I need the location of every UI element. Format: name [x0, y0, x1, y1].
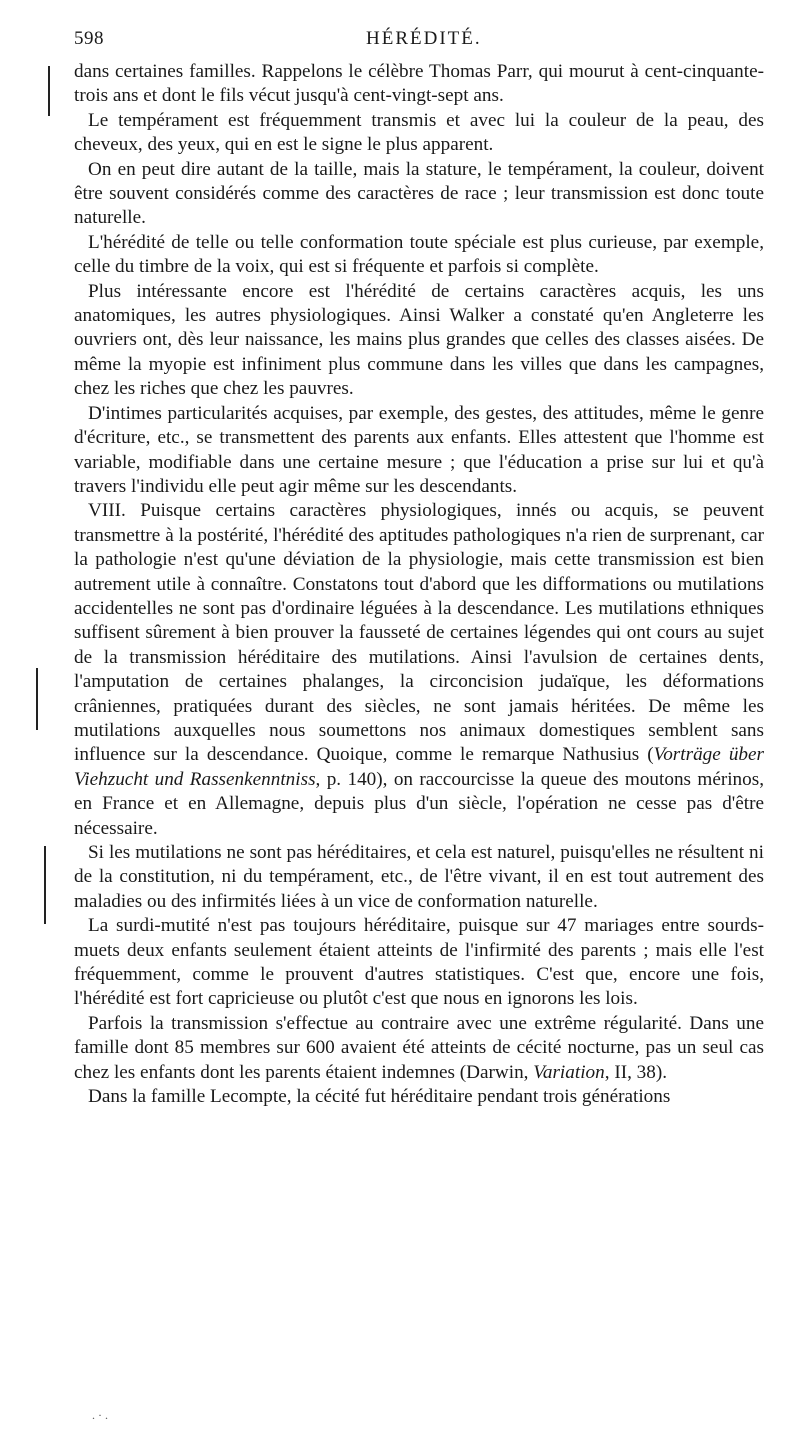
paragraph-9: La surdi-mutité n'est pas toujours héréditaire, puisque sur 47 mariages entre sourds-muets deux enfants seulement étaient atteints de l'infirmité des parents ; mais elle l'est fréquemment, comme le prouvent d'autres statistiques. C'est que, encore une fois, l'hérédité est fort capricieuse ou plutôt c'est que nous en ignorons les lois.: [74, 915, 764, 1010]
citation-title-darwin: Variation: [533, 1061, 605, 1083]
page-header: [74, 28, 762, 56]
running-title: HÉRÉDITÉ.: [366, 28, 482, 49]
paragraph-10: [74, 1012, 764, 1085]
margin-line-1: [48, 66, 50, 116]
bottom-marks: . · .: [92, 1408, 108, 1422]
body-text: [74, 60, 764, 1109]
paragraph-5: Plus intéressante encore est l'hérédité de certains caractères acquis, les uns anatomiques, les autres physiologiques. Ainsi Walker a constaté qu'en Angleterre les ouvriers ont, dès leur naissance, les mains plus grandes que celles des classes aisées. De même la myopie est infiniment plus commune dans les villes que dans les campagnes, chez les riches que chez les pauvres.: [74, 280, 764, 400]
paragraph-7-text-a: VIII. Puisque certains caractères physiologiques, innés ou acquis, se peuvent transmettre à la postérité, l'hérédité des aptitudes pathologiques n'a rien de surprenant, car la pathologie n'est qu'une déviation de la physiologie, mais cette transmission est bien autrement utile à connaître. Constatons tout d'abord que les difformations ou mutilations accidentelles ne sont pas d'ordinaire léguées à la descendance. Les mutilations ethniques suffisent sûrement à bien prouver la fausseté de certaines légendes qui ont cours au sujet de la transmission héréditaire des mutilations. Ainsi l'avulsion de certaines dents, l'amputation de certaines phalanges, la circoncision judaïque, les déformations crâniennes, pratiquées durant des siècles, ne sont jamais héritées. De même les mutilations auxquelles nous soumettons nos animaux domestiques semblent sans influence sur la descendance. Quoique, comme le remarque Nathusius (: [74, 500, 764, 766]
paragraph-2: Le tempérament est fréquemment transmis et avec lui la couleur de la peau, des cheveux, des yeux, qui en est le signe le plus apparent.: [74, 109, 764, 156]
paragraph-7: [74, 499, 764, 841]
citation-title-nathusius: Vorträge über Viehzucht und Rassenkenntniss: [74, 744, 764, 790]
paragraph-7-text-b: , p. 140), on raccourcisse la queue des moutons mérinos, en France et en Allemagne, depuis plus d'un siècle, l'opération ne cesse pas d'être nécessaire.: [74, 768, 765, 839]
paragraph-6: D'intimes particularités acquises, par exemple, des gestes, des attitudes, même le genre d'écriture, etc., se transmettent des parents aux enfants. Elles attestent que l'homme est variable, modifiable dans une certaine mesure ; que l'éducation a prise sur lui et qu'à travers l'individu elle peut agir même sur les descendants.: [74, 402, 764, 497]
paragraph-1: dans certaines familles. Rappelons le célèbre Thomas Parr, qui mourut à cent-cinquante-trois ans et dont le fils vécut jusqu'à cent-vingt-sept ans.: [74, 61, 764, 107]
paragraph-8: Si les mutilations ne sont pas héréditaires, et cela est naturel, puisqu'elles ne résultent ni de la constitution, ni du tempérament, etc., de l'être vivant, il en est tout autrement des maladies ou des infirmités liées à un vice de conformation naturelle.: [74, 842, 764, 912]
margin-line-3: [44, 846, 46, 924]
paragraph-3: On en peut dire autant de la taille, mais la stature, le tempérament, la couleur, doivent être souvent considérés comme des caractères de race ; leur transmission est donc toute naturelle.: [74, 158, 764, 229]
margin-line-2: [36, 668, 38, 730]
paragraph-4: L'hérédité de telle ou telle conformation toute spéciale est plus curieuse, par exemple, celle du timbre de la voix, qui est si fréquente et parfois si complète.: [74, 231, 764, 278]
paragraph-10-text-b: , II, 38).: [604, 1061, 668, 1083]
paragraph-11: Dans la famille Lecompte, la cécité fut héréditaire pendant trois générations: [88, 1086, 671, 1108]
paragraph-10-text-a: Parfois la transmission s'effectue au contraire avec une extrême régularité. Dans une famille dont 85 membres sur 600 avaient été atteints de cécité nocturne, pas un seul cas chez les enfants dont les parents étaient indemnes (Darwin,: [74, 1012, 764, 1083]
page-number: 598: [74, 28, 104, 49]
